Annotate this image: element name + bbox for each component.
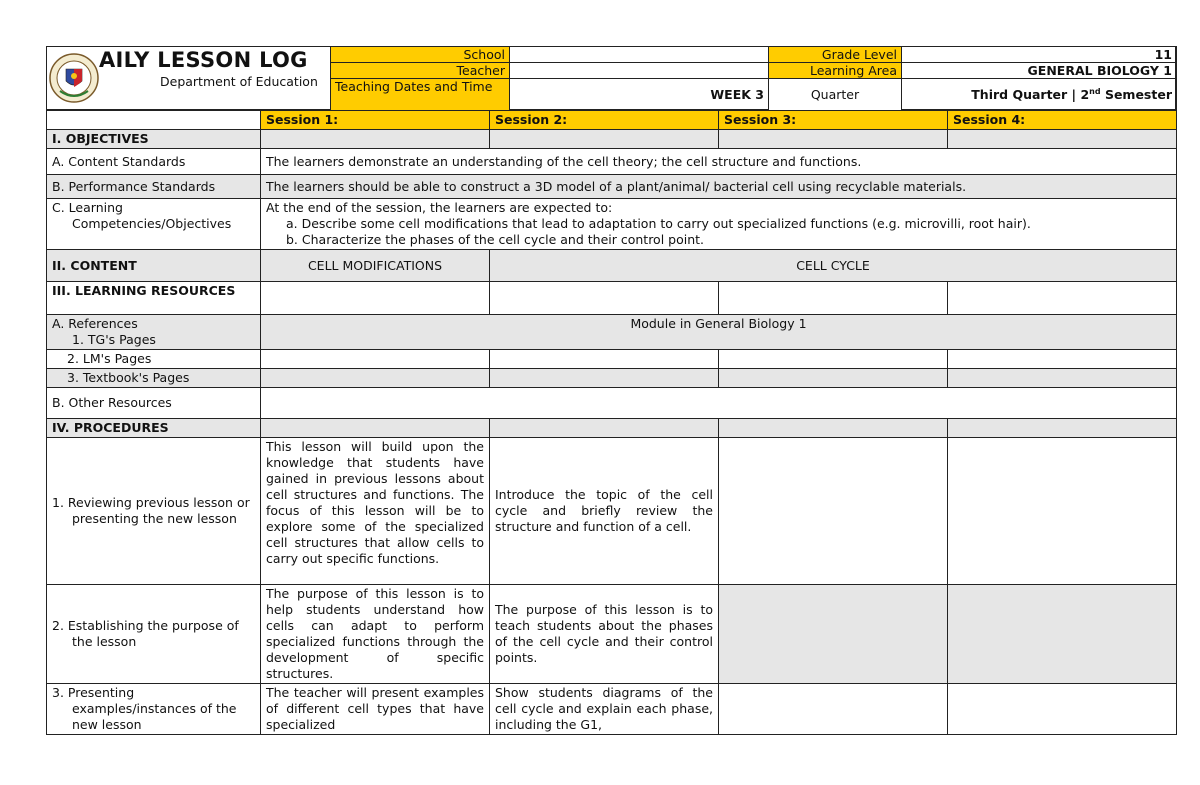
grade-level-label: Grade Level: [769, 47, 902, 63]
lm-pages-label: 2. LM's Pages: [47, 350, 261, 369]
teacher-field[interactable]: [510, 63, 769, 79]
competency-a: a. Describe some cell modifications that lead to adaptation to carry out specialized functions (e.g. microvilli, root hair).: [286, 216, 1031, 231]
learning-area-label: Learning Area: [769, 63, 902, 79]
header-info-table: [330, 46, 1177, 112]
competencies-cell: [261, 199, 1177, 250]
procedure-session-1: The teacher will present examples of different cell types that have specialized: [261, 684, 490, 735]
content-heading: II. CONTENT: [47, 250, 261, 282]
procedure-session-2: The purpose of this lesson is to teach students about the phases of the cell cycle and their control points.: [490, 585, 719, 684]
other-resources-label: B. Other Resources: [47, 388, 261, 419]
content-session-1: CELL MODIFICATIONS: [261, 250, 490, 282]
textbook-pages-label: 3. Textbook's Pages: [47, 369, 261, 388]
content-standards-label: A. Content Standards: [47, 149, 261, 175]
competencies-label: C. Learning Competencies/Objectives: [47, 199, 261, 250]
content-standards-text: The learners demonstrate an understanding of the cell theory; the cell structure and functions.: [261, 149, 1177, 175]
session-3-header: Session 3:: [719, 111, 948, 130]
references-value: Module in General Biology 1: [261, 315, 1177, 350]
grade-level-value: 11: [902, 47, 1177, 63]
teacher-label: Teacher: [331, 63, 510, 79]
objectives-heading: I. OBJECTIVES: [47, 130, 261, 149]
document-title: AILY LESSON LOG: [99, 48, 308, 72]
school-label: School: [331, 47, 510, 63]
procedures-heading: IV. PROCEDURES: [47, 419, 261, 438]
school-field[interactable]: [510, 47, 769, 63]
competencies-intro: At the end of the session, the learners are expected to:: [266, 200, 613, 215]
session-1-header: Session 1:: [261, 111, 490, 130]
procedure-row: [47, 438, 1177, 585]
procedure-label: 1. Reviewing previous lesson or presenting the new lesson: [47, 438, 261, 585]
procedure-session-1: This lesson will build upon the knowledge that students have gained in previous lessons about cell structures and functions. The focus of this lesson will be to explore some of the specialized cell structures that allow cells to carry out specific functions.: [261, 438, 490, 585]
procedure-row: [47, 585, 1177, 684]
procedure-session-1: The purpose of this lesson is to help students understand how cells can adapt to perform specialized functions through the development of specific structures.: [261, 585, 490, 684]
tg-pages-label: 1. TG's Pages: [72, 332, 156, 347]
department-label: Department of Education: [160, 74, 318, 89]
deped-seal-logo: [48, 47, 100, 109]
content-session-2-4: CELL CYCLE: [490, 250, 1177, 282]
quarter-value: Third Quarter | 2nd Semester: [902, 79, 1177, 112]
teaching-dates-value: WEEK 3: [510, 79, 769, 112]
performance-standards-text: The learners should be able to construct a 3D model of a plant/animal/ bacterial cell using recyclable materials.: [261, 175, 1177, 199]
session-4-header: Session 4:: [948, 111, 1177, 130]
references-label: A. References 1. TG's Pages: [47, 315, 261, 350]
procedure-label: 3. Presenting examples/instances of the new lesson: [47, 684, 261, 735]
session-2-header: Session 2:: [490, 111, 719, 130]
lesson-log-table: [46, 110, 1177, 735]
procedure-session-2: Introduce the topic of the cell cycle and briefly review the structure and function of a cell.: [490, 438, 719, 585]
learning-area-value: GENERAL BIOLOGY 1: [902, 63, 1177, 79]
teaching-dates-label: Teaching Dates and Time: [331, 79, 510, 112]
procedure-label: 2. Establishing the purpose of the lesson: [47, 585, 261, 684]
performance-standards-label: B. Performance Standards: [47, 175, 261, 199]
session-header-row: [47, 111, 1177, 130]
quarter-label: Quarter: [769, 79, 902, 112]
procedure-session-2: Show students diagrams of the cell cycle and explain each phase, including the G1,: [490, 684, 719, 735]
competency-b: b. Characterize the phases of the cell cycle and their control point.: [286, 232, 704, 247]
procedure-row: [47, 684, 1177, 735]
learning-resources-heading: III. LEARNING RESOURCES: [47, 282, 261, 315]
